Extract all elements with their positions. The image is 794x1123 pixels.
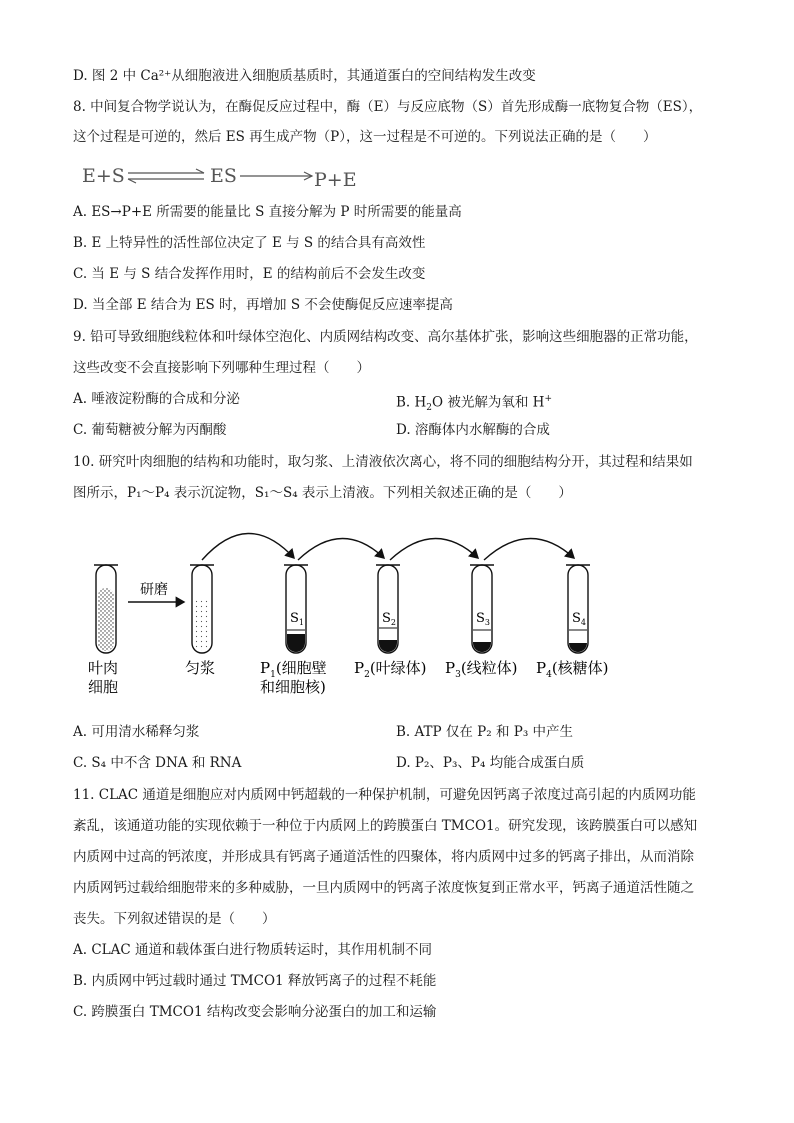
q9-stem-line2: 这些改变不会直接影响下列哪种生理过程（ ） — [73, 360, 370, 376]
tube-leaf-cells — [94, 565, 118, 653]
label-p1-line2: 和细胞核) — [260, 678, 326, 696]
q9-option-b: B. $H_2O$ 被光解为氧和 H+ — [396, 394, 552, 414]
tube-p2 — [376, 565, 400, 653]
q8-option-b: B. E 上特异性的活性部位决定了 E 与 S 的结合具有高效性 — [73, 235, 426, 251]
q7-option-d: D. 图 2 中 Ca²⁺从细胞液进入细胞质基质时，其通道蛋白的空间结构发生改变 — [73, 68, 536, 84]
label-leaf-2: 细胞 — [88, 678, 119, 696]
centrifuge-figure — [80, 530, 640, 705]
arrow-curve-3 — [390, 538, 478, 560]
q11-option-c: C. 跨膜蛋白 TMCO1 结构改变会影响分泌蛋白的加工和运输 — [73, 1004, 437, 1020]
q10-option-c: C. S₄ 中不含 DNA 和 RNA — [73, 755, 242, 771]
label-p3: $P_3$(线粒体) — [445, 659, 518, 680]
q9-option-d: D. 溶酶体内水解酶的合成 — [396, 422, 550, 438]
q9-stem-line1: 9. 铅可导致细胞线粒体和叶绿体空泡化、内质网结构改变、高尔基体扩张，影响这些细胞器的正常功能， — [73, 329, 698, 345]
q8-stem-line2: 这个过程是可逆的，然后 ES 再生成产物（P），这一过程是不可逆的。下列说法正确的是（ ） — [73, 129, 657, 145]
q11-stem-line2: 紊乱，该通道功能的实现依赖于一种位于内质网上的跨膜蛋白 TMCO1。研究发现，该跨膜蛋白可以感知 — [73, 818, 698, 834]
q8-option-d: D. 当全部 E 结合为 ES 时，再增加 S 不会使酶促反应速率提高 — [73, 297, 453, 313]
reaction-equation — [80, 158, 370, 194]
q10-option-b: B. ATP 仅在 P₂ 和 P₃ 中产生 — [396, 724, 574, 740]
label-p1: $P_1$(细胞壁 — [260, 659, 327, 680]
q10-stem-line2: 图所示，P₁～P₄ 表示沉淀物，S₁～S₄ 表示上清液。下列相关叙述正确的是（ ） — [73, 485, 572, 501]
q8-option-a: A. ES→P+E 所需要的能量比 S 直接分解为 P 时所需要的能量高 — [73, 204, 462, 220]
eq-left: E+S — [82, 165, 125, 187]
s4-label: $S_4$ — [572, 611, 586, 627]
q11-option-a: A. CLAC 通道和载体蛋白进行物质转运时，其作用机制不同 — [73, 942, 432, 958]
q11-stem-line5: 丧失。下列叙述错误的是（ ） — [73, 911, 276, 927]
s2-label: $S_2$ — [382, 611, 396, 627]
label-leaf-1: 叶肉 — [88, 659, 119, 677]
arrow-curve-2 — [298, 538, 384, 560]
q11-stem-line1: 11. CLAC 通道是细胞应对内质网中钙超载的一种保护机制，可避免因钙离子浓度过高引起的内质网功能 — [73, 787, 696, 803]
tube-p3 — [470, 565, 494, 653]
q10-stem-line1: 10. 研究叶肉细胞的结构和功能时，取匀浆、上清液依次离心，将不同的细胞结构分开，其过程和结果如 — [73, 454, 693, 470]
tube-p1 — [284, 565, 308, 653]
q8-option-c: C. 当 E 与 S 结合发挥作用时，E 的结构前后不会发生改变 — [73, 266, 426, 282]
eq-middle: ES — [210, 165, 237, 187]
q10-option-d: D. P₂、P₃、P₄ 均能合成蛋白质 — [396, 755, 585, 771]
arrow-curve-4 — [484, 538, 574, 560]
q11-stem-line4: 内质网钙过载给细胞带来的多种威胁，一旦内质网中的钙离子浓度恢复到正常水平，钙离子通道活性随之 — [73, 880, 694, 896]
q11-stem-line3: 内质网中过高的钙浓度，并形成具有钙离子通道活性的四聚体，将内质网中过多的钙离子排出，从而消除 — [73, 849, 694, 865]
s1-label: $S_1$ — [290, 611, 304, 627]
tube-homogenate — [190, 565, 214, 653]
label-homogenate: 匀浆 — [185, 659, 216, 677]
q9-option-a: A. 唾液淀粉酶的合成和分泌 — [73, 391, 240, 407]
s3-label: $S_3$ — [476, 611, 490, 627]
grind-label: 研磨 — [140, 582, 168, 598]
q8-stem-line1: 8. 中间复合物学说认为，在酶促反应过程中，酶（E）与反应底物（S）首先形成酶一底物复合物（ES）， — [73, 99, 703, 115]
q11-option-b: B. 内质网中钙过载时通过 TMCO1 释放钙离子的过程不耗能 — [73, 973, 437, 989]
arrow-curve-1 — [202, 533, 294, 560]
eq-right: P+E — [314, 169, 357, 191]
tube-p4 — [566, 565, 590, 653]
q9-option-c: C. 葡萄糖被分解为丙酮酸 — [73, 422, 227, 438]
label-p4: $P_4$(核糖体) — [536, 659, 609, 680]
q10-option-a: A. 可用清水稀释匀浆 — [73, 724, 200, 740]
label-p2: $P_2$(叶绿体) — [354, 659, 427, 680]
